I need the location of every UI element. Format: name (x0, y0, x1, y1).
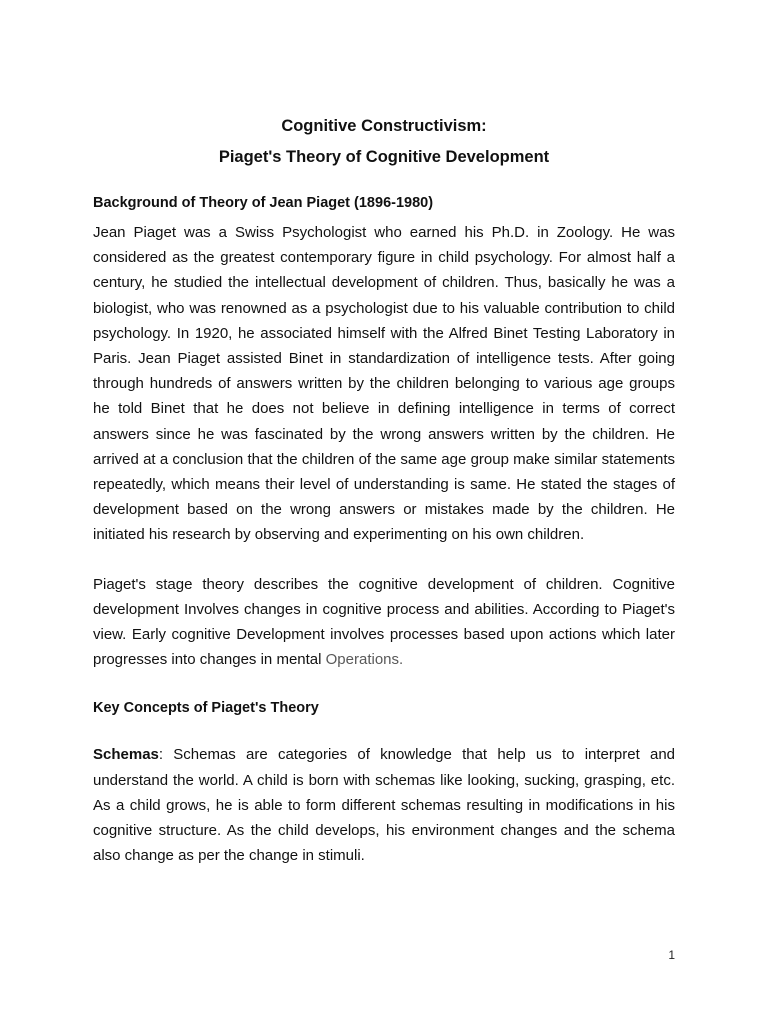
schemas-definition: : Schemas are categories of knowledge that help us to interpret and understand the world. A child is born with schemas like looking, sucking, grasping, etc. As a child grows, he is able to form different schemas resulting in modifications in his cognitive structure. As the child develops, his environment changes and the schema also change as per the change in stimuli. (93, 746, 675, 865)
paragraph-stage-theory-text: Piaget's stage theory describes the cognitive development of children. Cognitive development Involves changes in cognitive process and abilities. According to Piaget's view. Early cognitive Development involves processes based upon actions which later progresses into changes in mental (93, 575, 675, 669)
document-body (93, 193, 675, 868)
paragraph-background: Jean Piaget was a Swiss Psychologist who earned his Ph.D. in Zoology. He was considered as the greatest contemporary figure in child psychology. For almost half a century, he studied the intellectual development of children. Thus, basically he was a biologist, who was renowned as a psychologist due to his valuable contribution to child psychology. In 1920, he associated himself with the Alfred Binet Testing Laboratory in Paris. Jean Piaget assisted Binet in standardization of intelligence tests. After going through hundreds of answers written by the children belonging to various age groups he told Binet that he does not believe in defining intelligence in terms of correct answers since he was fascinated by the wrong answers written by the children. He arrived at a conclusion that the children of the same age group make similar statements repeatedly, which means their level of understanding is same. He stated the stages of development based on the wrong answers or mistakes made by the children. He initiated his research by observing and experimenting on his own children. (93, 224, 675, 544)
section-heading-key-concepts: Key Concepts of Piaget's Theory (93, 700, 319, 717)
title-block (93, 116, 675, 167)
paragraph-stage-theory (93, 572, 675, 673)
paragraph-schemas (93, 742, 675, 868)
page-number: 1 (668, 948, 675, 962)
document-subtitle: Piaget's Theory of Cognitive Development (218, 148, 550, 166)
operations-link[interactable]: Operations. (325, 651, 404, 669)
section-heading-background: Background of Theory of Jean Piaget (1896-1980) (93, 195, 434, 211)
document-title: Cognitive Constructivism: (281, 117, 487, 135)
schemas-term: Schemas (93, 746, 159, 764)
